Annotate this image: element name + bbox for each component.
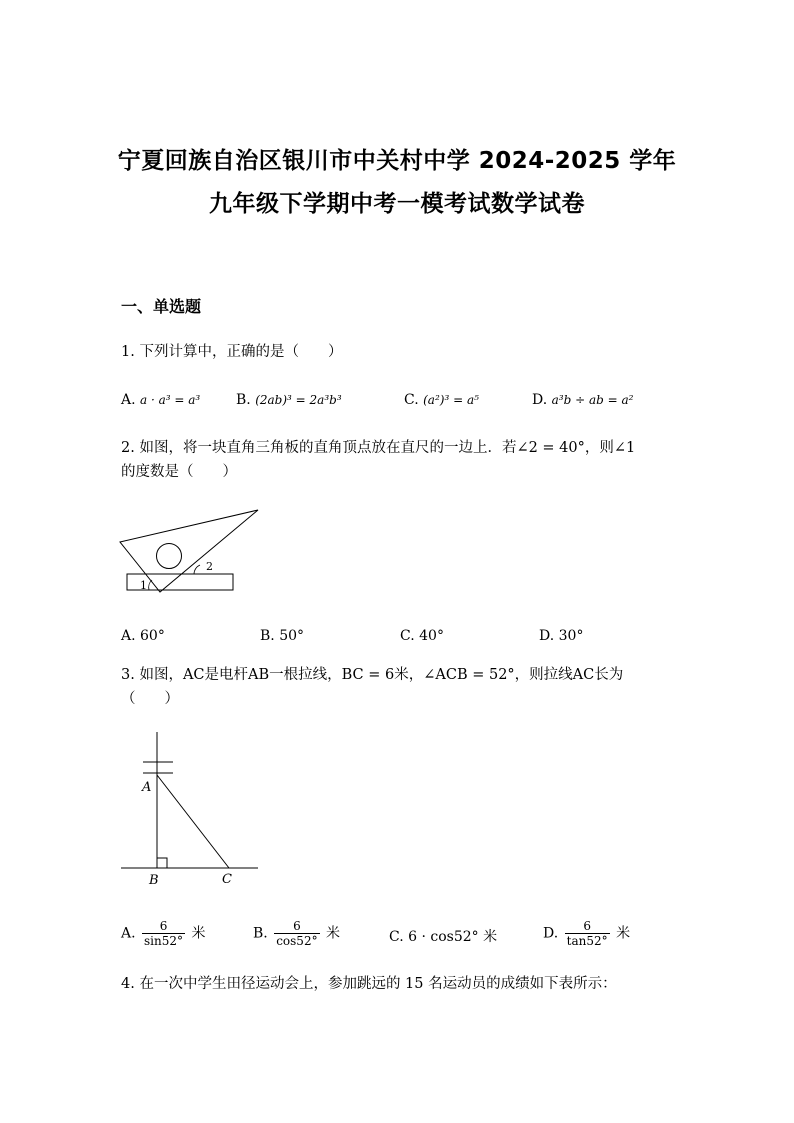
option-label: C. <box>400 628 415 644</box>
question-2-stem-line2: 的度数是（ ） <box>121 464 237 480</box>
option-value: 40° <box>419 628 444 644</box>
option-label: D. <box>543 925 559 942</box>
fraction-numerator: 6 <box>565 919 610 934</box>
option-expr: 6 · cos52° <box>408 929 479 945</box>
fraction-denominator: sin52° <box>144 934 184 948</box>
q1-option-d <box>532 390 633 410</box>
right-angle-mark <box>157 858 167 868</box>
fraction-denominator: cos52° <box>276 934 318 948</box>
option-unit: 米 <box>616 925 631 942</box>
option-value: 60° <box>140 628 165 644</box>
q2-option-c <box>400 626 444 646</box>
question-3-stem-line1: 3. 如图，AC是电杆AB一根拉线，BC = 6米，∠ACB = 52°，则拉线AC长为 <box>121 667 624 683</box>
q2-option-d <box>539 626 583 646</box>
question-4-stem: 4. 在一次中学生田径运动会上，参加跳远的 15 名运动员的成绩如下表所示： <box>121 976 617 992</box>
option-label: D. <box>532 392 548 408</box>
option-expr: (2ab)³ = 2a³b³ <box>255 393 342 407</box>
q1-option-a <box>121 390 200 410</box>
option-label: B. <box>260 628 275 644</box>
section-heading: 一、单选题 <box>121 297 202 316</box>
q1-option-c <box>404 390 479 410</box>
option-expr: a · a³ = a³ <box>140 393 201 407</box>
pole-guy-wire-figure <box>118 730 263 890</box>
option-label: B. <box>253 925 268 942</box>
fraction <box>565 919 610 948</box>
option-label: C. <box>389 929 404 945</box>
option-expr: a³b ÷ ab = a² <box>551 393 634 407</box>
fraction <box>142 919 185 948</box>
guy-wire-ac <box>157 775 229 868</box>
point-a-label: A <box>142 780 152 795</box>
angle-2-label: 2 <box>206 560 213 573</box>
option-label: A. <box>121 392 136 408</box>
fraction-numerator: 6 <box>142 919 185 934</box>
q1-option-b <box>236 390 342 410</box>
option-unit: 米 <box>191 925 206 942</box>
q3-option-a <box>121 919 205 948</box>
fraction <box>274 919 319 948</box>
q3-option-b <box>253 919 340 948</box>
question-3-stem-line2: （ ） <box>121 691 179 707</box>
option-expr: (a²)³ = a⁵ <box>423 393 479 407</box>
q3-option-d <box>543 919 630 948</box>
option-unit: 米 <box>326 925 341 942</box>
fraction-numerator: 6 <box>274 919 319 934</box>
angle-2-arc <box>194 565 200 574</box>
question-2-stem-line1: 2. 如图，将一块直角三角板的直角顶点放在直尺的一边上．若∠2 = 40°，则∠1 <box>121 440 636 456</box>
option-label: A. <box>121 628 136 644</box>
option-unit: 米 <box>483 929 498 945</box>
ruler-triangle-figure <box>115 505 265 597</box>
option-label: D. <box>539 628 555 644</box>
option-label: B. <box>236 392 251 408</box>
point-c-label: C <box>222 872 232 887</box>
option-value: 50° <box>279 628 305 644</box>
q2-option-a <box>121 626 165 646</box>
point-b-label: B <box>149 873 159 888</box>
fraction-denominator: tan52° <box>566 934 608 948</box>
option-value: 30° <box>558 628 584 644</box>
option-label: A. <box>121 925 136 942</box>
exam-title-line1: 宁夏回族自治区银川市中关村中学 2024-2025 学年 <box>117 148 677 174</box>
triangle-hole <box>157 544 182 569</box>
q3-option-c <box>389 927 497 947</box>
question-1-stem: 1. 下列计算中，正确的是（ ） <box>121 344 343 360</box>
q2-option-b <box>260 626 304 646</box>
exam-title-line2: 九年级下学期中考一模考试数学试卷 <box>209 191 585 217</box>
angle-1-label: 1 <box>140 579 147 592</box>
option-label: C. <box>404 392 419 408</box>
